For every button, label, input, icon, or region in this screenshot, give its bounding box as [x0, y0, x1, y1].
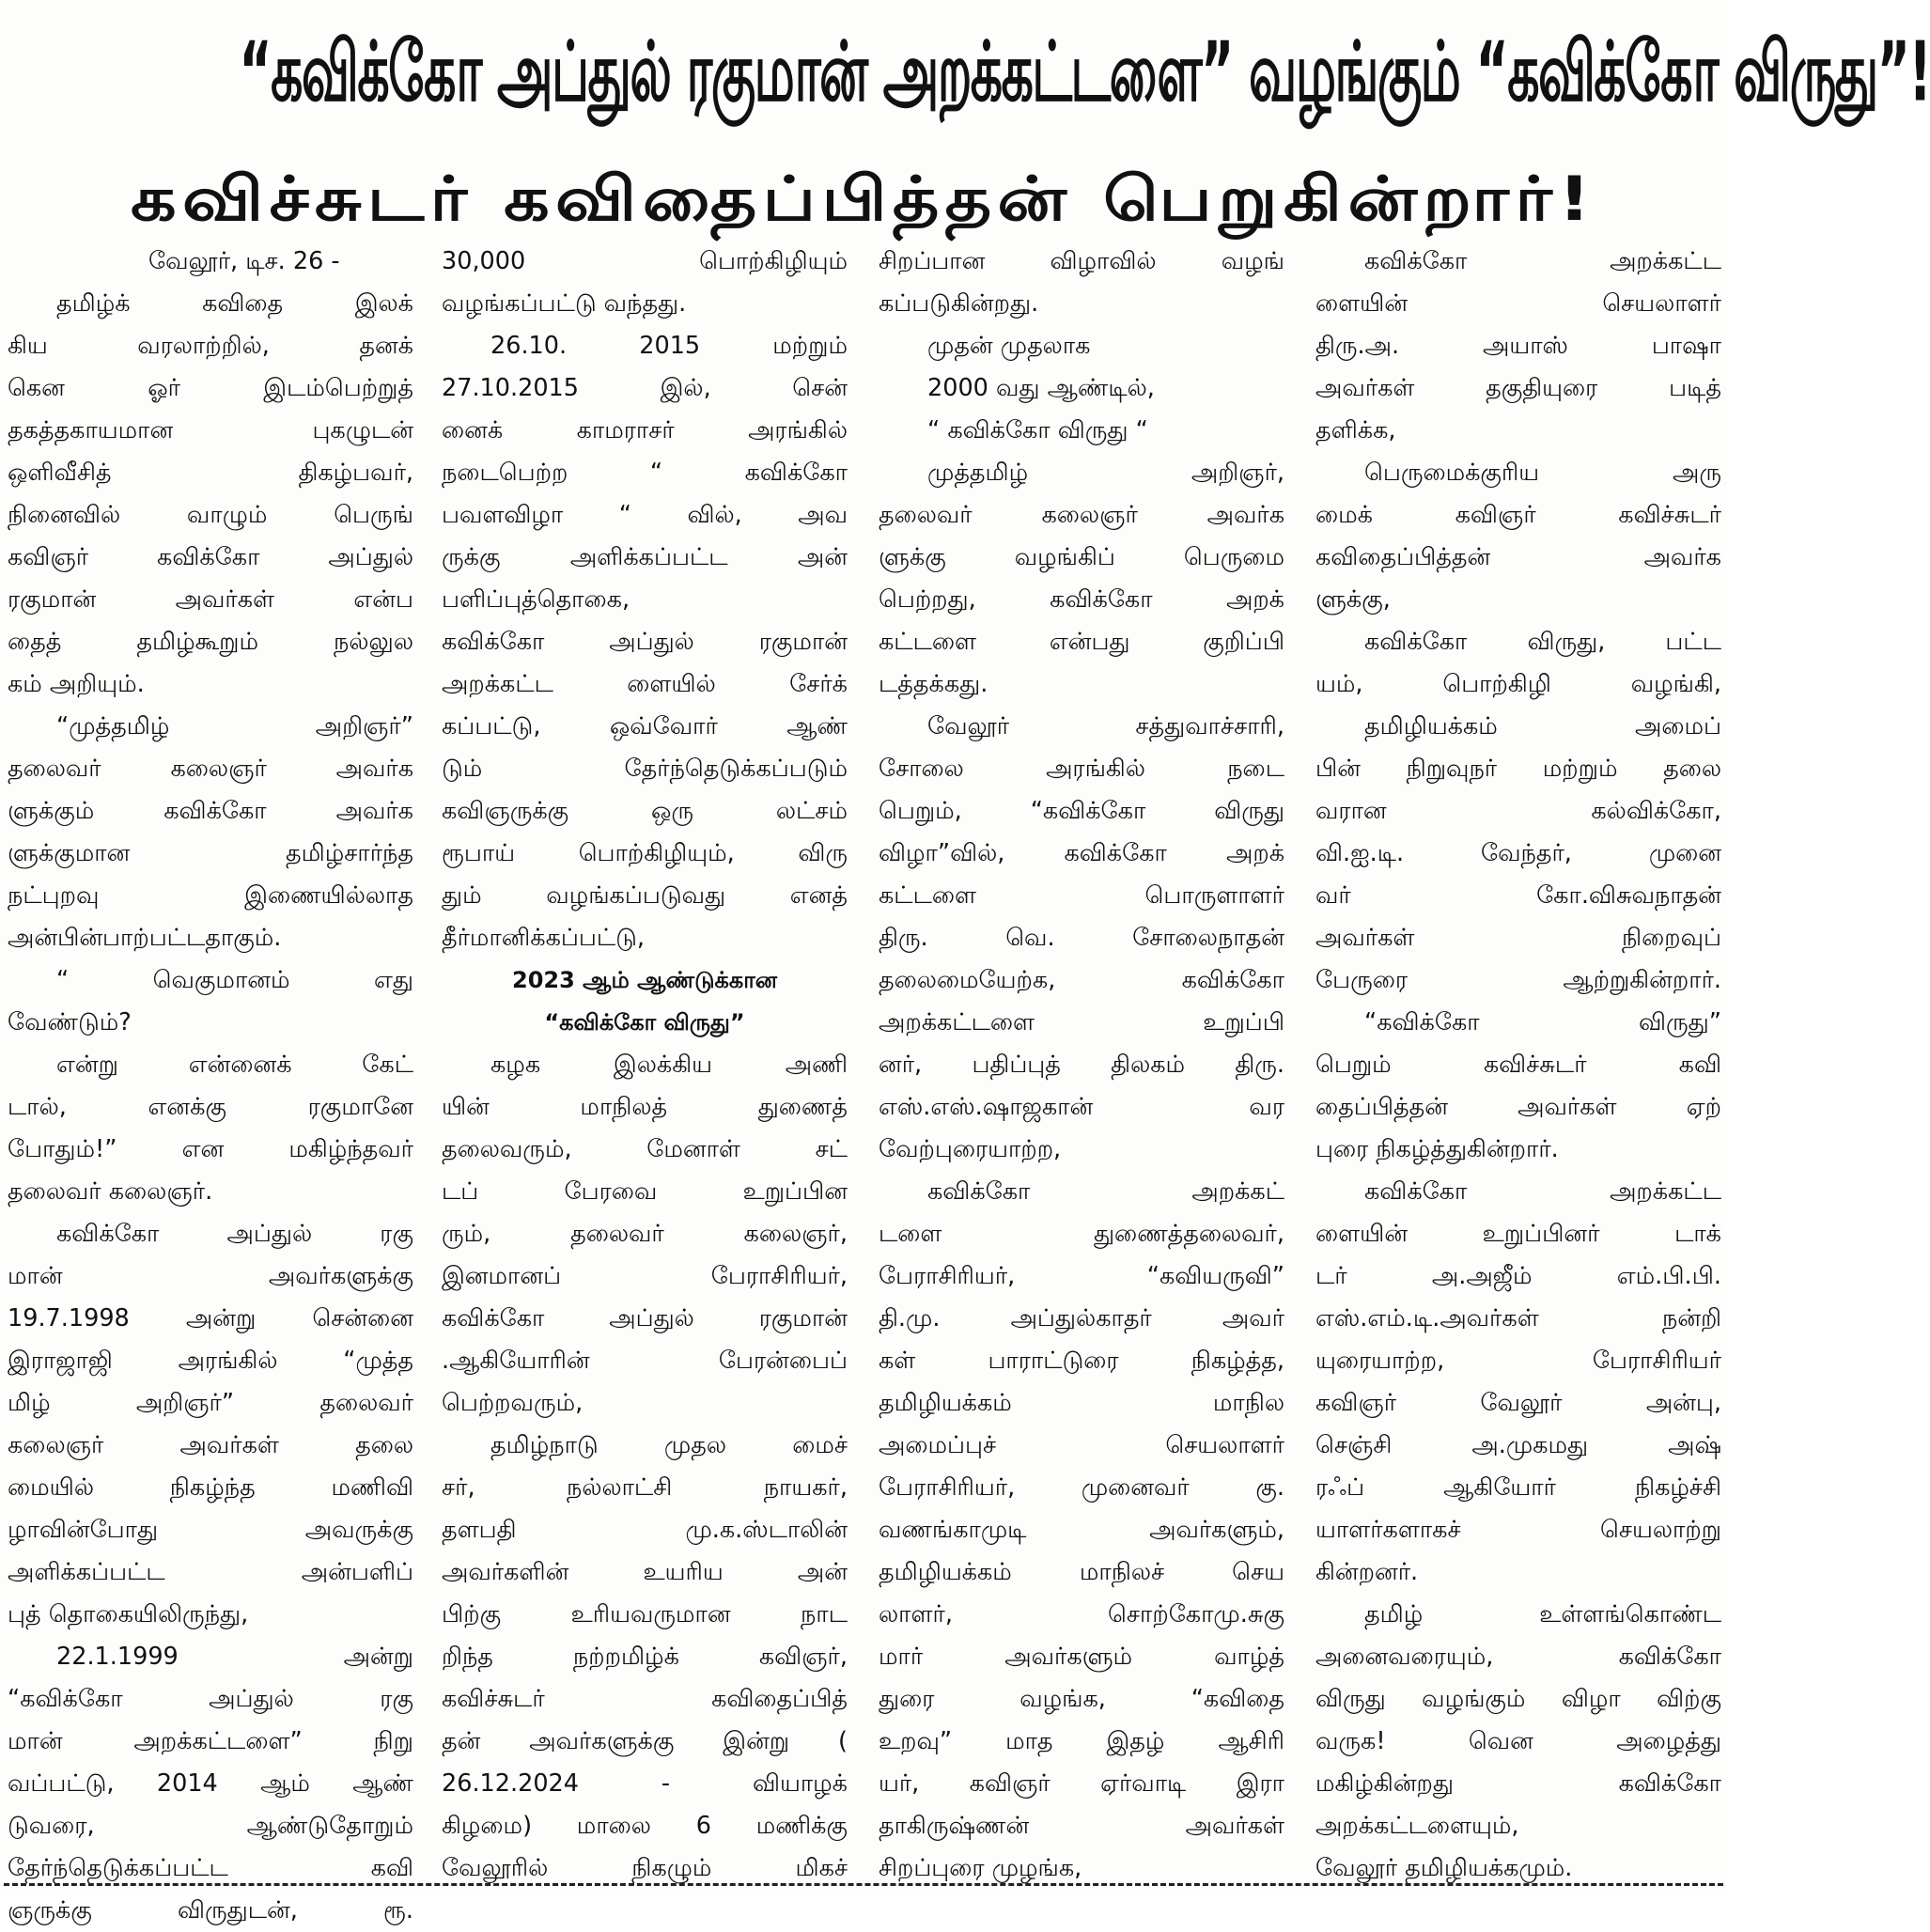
text-line: துரை வழங்க, “கவிதை: [879, 1685, 1284, 1713]
text-line: கவிஞருக்கு ஒரு லட்சம்: [442, 797, 848, 825]
text-line: தலைவரும், மேனாள் சட்: [442, 1135, 848, 1163]
article-column-3: [879, 241, 1284, 1894]
text-line: பளிப்புத்தொகை,: [442, 585, 630, 614]
text-line: தலைமையேற்க, கவிக்கோ: [879, 966, 1284, 994]
text-line: பவளவிழா “ வில், அவ: [442, 501, 848, 529]
text-line: புத் தொகையிலிருந்து,: [8, 1600, 249, 1628]
text-line: வேலூர், டிச. 26 -: [148, 247, 340, 275]
text-line: வேலூரில் நிகழும் மிகச்: [442, 1854, 848, 1882]
text-line: தலைவர் கலைஞர்.: [8, 1177, 213, 1206]
text-line: வணங்காமுடி அவர்களும்,: [879, 1516, 1284, 1544]
text-line: திரு.அ. அயாஸ் பாஷா: [1315, 332, 1721, 360]
text-line: கம் அறியும்.: [8, 670, 145, 698]
text-line: 30,000 பொற்கிழியும்: [442, 247, 848, 275]
text-line: கழக இலக்கிய அணி: [490, 1051, 848, 1079]
text-line: வருக! வென அழைத்து: [1315, 1727, 1721, 1755]
text-line: மான் அறக்கட்டளை” நிறு: [8, 1727, 413, 1755]
text-line: விழா”வில், கவிக்கோ அறக்: [879, 839, 1284, 867]
text-line: “முத்தமிழ் அறிஞர்”: [56, 712, 413, 740]
text-line: பெறும், “கவிக்கோ விருது: [879, 797, 1284, 825]
text-line: நடைபெற்ற “ கவிக்கோ: [442, 459, 848, 487]
text-line: அவர்கள் நிறைவுப்: [1315, 924, 1721, 952]
text-line: இனமானப் பேராசிரியர்,: [442, 1262, 848, 1290]
text-line: பெருமைக்குரிய அரு: [1364, 459, 1721, 487]
text-line: தமிழ்க் கவிதை இலக்: [56, 289, 413, 318]
text-line: அவர்களின் உயரிய அன்: [442, 1558, 848, 1586]
subheading-line: “கவிக்கோ விருது”: [544, 1009, 745, 1036]
text-line: மகிழ்கின்றது கவிக்கோ: [1315, 1769, 1721, 1798]
text-line: கட்டளை பொருளாளர்: [879, 881, 1284, 910]
article-column-4: [1315, 241, 1721, 1894]
text-line: தமிழ்நாடு முதல மைச்: [490, 1431, 848, 1459]
text-line: கென ஓர் இடம்பெற்றுத்: [8, 374, 413, 402]
text-line: ரஃப் ஆகியோர் நிகழ்ச்சி: [1315, 1473, 1721, 1502]
text-line: டத்தக்கது.: [879, 670, 988, 698]
text-line: பேருரை ஆற்றுகின்றார்.: [1315, 966, 1721, 994]
text-line: பின் நிறுவுநர் மற்றும் தலை: [1315, 755, 1721, 783]
text-line: பெற்றது, கவிக்கோ அறக்: [879, 585, 1284, 614]
text-line: அறக்கட்ட ளையில் சேர்க்: [442, 670, 848, 698]
text-line: வேற்புரையாற்ற,: [879, 1135, 1062, 1163]
text-line: தமிழியக்கம் மாநில: [879, 1389, 1284, 1417]
text-line: தேர்ந்தெடுக்கப்பட்ட கவி: [8, 1854, 413, 1882]
text-line: ருக்கு அளிக்கப்பட்ட அன்: [442, 543, 848, 571]
text-line: .ஆகியோரின் பேரன்பைப்: [442, 1347, 848, 1375]
text-line: முத்தமிழ் அறிஞர்,: [927, 459, 1284, 487]
text-line: வி.ஐ.டி. வேந்தர், முனை: [1315, 839, 1721, 867]
text-line: உறவு” மாத இதழ் ஆசிரி: [879, 1727, 1284, 1755]
text-line: கிழமை) மாலை 6 மணிக்கு: [442, 1812, 848, 1840]
text-line: வரான கல்விக்கோ,: [1315, 797, 1721, 825]
text-line: தும் வழங்கப்படுவது எனத்: [442, 881, 848, 910]
text-line: நட்புறவு இணையில்லாத: [8, 881, 413, 910]
text-line: கவிக்கோ அறக்கட்ட: [1364, 1177, 1721, 1206]
text-line: வப்பட்டு, 2014 ஆம் ஆண்: [8, 1769, 413, 1798]
text-line: கட்டளை என்பது குறிப்பி: [879, 628, 1284, 656]
text-line: திரு. வெ. சோலைநாதன்: [879, 924, 1284, 952]
text-line: ரும், தலைவர் கலைஞர்,: [442, 1220, 848, 1248]
text-line: கப்படுகின்றது.: [879, 289, 1039, 318]
article-body: [0, 241, 1727, 1924]
headline: “கவிக்கோ அப்துல் ரகுமான் அறக்கட்டளை” வழங்கும் “கவிக்கோ விருது”!: [239, 24, 1930, 120]
text-line: ளுக்கும் கவிக்கோ அவர்க: [8, 797, 413, 825]
text-line: கவிஞர் கவிக்கோ அப்துல்: [8, 543, 413, 571]
text-line: “கவிக்கோ விருது”: [1364, 1008, 1721, 1036]
text-line: தமிழ் உள்ளங்கொண்ட: [1364, 1600, 1721, 1628]
text-line: தைத் தமிழ்கூறும் நல்லுல: [8, 628, 413, 656]
text-line: தளிக்க,: [1315, 416, 1396, 444]
text-line: 27.10.2015 இல், சென்: [442, 374, 848, 402]
text-line: “ கவிக்கோ விருது “: [927, 416, 1148, 444]
text-line: கவிக்கோ அப்துல் ரகுமான்: [442, 628, 848, 656]
text-line: கவிக்கோ அப்துல் ரகு: [56, 1220, 413, 1248]
text-line: புரை நிகழ்த்துகின்றார்.: [1315, 1135, 1559, 1163]
text-line: சிறப்புரை முழங்க,: [879, 1854, 1082, 1882]
text-line: டுவரை, ஆண்டுதோறும்: [8, 1812, 413, 1840]
text-line: னர், பதிப்புத் திலகம் திரு.: [879, 1051, 1284, 1079]
text-line: 19.7.1998 அன்று சென்னை: [8, 1304, 413, 1332]
text-line: கலைஞர் அவர்கள் தலை: [8, 1431, 413, 1459]
text-line: கவிஞர் வேலூர் அன்பு,: [1315, 1389, 1721, 1417]
text-line: தலைவர் கலைஞர் அவர்க: [8, 755, 413, 783]
text-line: மான் அவர்களுக்கு: [8, 1262, 413, 1290]
text-line: 26.10. 2015 மற்றும்: [490, 332, 848, 360]
bottom-dashed-divider: [4, 1883, 1723, 1886]
text-line: விருது வழங்கும் விழா விற்கு: [1315, 1685, 1721, 1713]
text-line: சோலை அரங்கில் நடை: [879, 755, 1284, 783]
text-line: சர், நல்லாட்சி நாயகர்,: [442, 1473, 848, 1502]
text-line: தமிழியக்கம் அமைப்: [1364, 712, 1721, 740]
text-line: கவிச்சுடர் கவிதைப்பித்: [442, 1685, 848, 1713]
text-line: தி.மு. அப்துல்காதர் அவர்: [879, 1304, 1284, 1332]
text-line: வழங்கப்பட்டு வந்தது.: [442, 289, 687, 318]
text-line: பேராசிரியர், “கவியருவி”: [879, 1262, 1284, 1290]
text-line: பிற்கு உரியவருமான நாட: [442, 1600, 848, 1628]
text-line: பெறும் கவிச்சுடர் கவி: [1315, 1051, 1721, 1079]
text-line: யம், பொற்கிழி வழங்கி,: [1315, 670, 1721, 698]
text-line: மிழ் அறிஞர்” தலைவர்: [8, 1389, 413, 1417]
text-line: “ வெகுமானம் எது: [56, 966, 413, 994]
subheadline: கவிச்சுடர் கவிதைப்பித்தன் பெறுகின்றார்!: [131, 163, 1597, 235]
text-line: எஸ்.எம்.டி.அவர்கள் நன்றி: [1315, 1304, 1721, 1332]
text-line: கவிக்கோ அறக்கட்: [927, 1177, 1284, 1206]
text-line: அவர்கள் தகுதியுரை படித்: [1315, 374, 1721, 402]
text-line: யுரையாற்ற, பேராசிரியர்: [1315, 1347, 1721, 1375]
text-line: றிந்த நற்றமிழ்க் கவிஞர்,: [442, 1643, 848, 1671]
text-line: பேராசிரியர், முனைவர் கு.: [879, 1473, 1284, 1502]
text-line: தீர்மானிக்கப்பட்டு,: [442, 924, 646, 952]
text-line: கவிக்கோ அறக்கட்ட: [1364, 247, 1721, 275]
text-line: தைப்பித்தன் அவர்கள் ஏற்: [1315, 1093, 1721, 1121]
text-line: ரகுமான் அவர்கள் என்ப: [8, 585, 413, 614]
text-line: யர், கவிஞர் ஏர்வாடி இரா: [879, 1769, 1284, 1798]
text-line: கவிக்கோ அப்துல் ரகுமான்: [442, 1304, 848, 1332]
text-line: தகத்தகாயமான புகழுடன்: [8, 416, 413, 444]
text-line: ளுக்குமான தமிழ்சார்ந்த: [8, 839, 413, 867]
text-line: 26.12.2024 - வியாழக்: [442, 1769, 848, 1798]
text-line: டப் பேரவை உறுப்பின: [442, 1177, 848, 1206]
text-line: தாகிருஷ்ணன் அவர்கள்: [879, 1812, 1284, 1840]
text-line: இராஜாஜி அரங்கில் “முத்த: [8, 1347, 413, 1375]
text-line: ளுக்கு,: [1315, 585, 1391, 614]
article-column-1: [8, 241, 413, 1924]
text-line: வேண்டும்?: [8, 1008, 132, 1036]
text-line: தலைவர் கலைஞர் அவர்க: [879, 501, 1284, 529]
text-line: யின் மாநிலத் துணைத்: [442, 1093, 848, 1121]
text-line: மைக் கவிஞர் கவிச்சுடர்: [1315, 501, 1721, 529]
text-line: கவிதைப்பித்தன் அவர்க: [1315, 543, 1721, 571]
text-line: டால், எனக்கு ரகுமானே: [8, 1093, 413, 1121]
text-line: முதன் முதலாக: [927, 332, 1091, 360]
text-line: அறக்கட்டளை உறுப்பி: [879, 1008, 1284, 1036]
text-line: ளையின் செயலாளர்: [1315, 289, 1721, 318]
article-column-2: [442, 241, 848, 1894]
text-line: “கவிக்கோ அப்துல் ரகு: [8, 1685, 413, 1713]
text-line: மார் அவர்களும் வாழ்த்: [879, 1643, 1284, 1671]
text-line: 22.1.1999 அன்று: [56, 1643, 413, 1671]
text-line: தளபதி மு.க.ஸ்டாலின்: [442, 1516, 848, 1544]
text-line: ஒளிவீசித் திகழ்பவர்,: [8, 459, 413, 487]
text-line: தமிழியக்கம் மாநிலச் செய: [879, 1558, 1284, 1586]
text-line: வேலூர் சத்துவாச்சாரி,: [927, 712, 1284, 740]
text-line: பெற்றவரும்,: [442, 1389, 584, 1417]
text-line: கிய வரலாற்றில், தனக்: [8, 332, 413, 360]
text-line: 2000 வது ஆண்டில்,: [927, 374, 1155, 402]
subheading-line: 2023 ஆம் ஆண்டுக்கான: [512, 967, 777, 993]
text-line: கின்றனர்.: [1315, 1558, 1419, 1586]
text-line: வர் கோ.விசுவநாதன்: [1315, 881, 1721, 910]
text-line: கள் பாராட்டுரை நிகழ்த்த,: [879, 1347, 1284, 1375]
text-line: சிறப்பான விழாவில் வழங்: [879, 247, 1284, 275]
text-line: ஞருக்கு விருதுடன், ரூ.: [8, 1896, 413, 1924]
text-line: டும் தேர்ந்தெடுக்கப்படும்: [442, 755, 848, 783]
text-line: அனைவரையும், கவிக்கோ: [1315, 1643, 1721, 1671]
text-line: அறக்கட்டளையும்,: [1315, 1812, 1519, 1840]
text-line: கவிக்கோ விருது, பட்ட: [1364, 628, 1721, 656]
text-line: ரூபாய் பொற்கிழியும், விரு: [442, 839, 848, 867]
text-line: னைக் காமராசர் அரங்கில்: [442, 416, 848, 444]
text-line: யாளர்களாகச் செயலாற்று: [1315, 1516, 1721, 1544]
text-line: கப்பட்டு, ஒவ்வோர் ஆண்: [442, 712, 848, 740]
text-line: வேலூர் தமிழியக்கமும்.: [1315, 1854, 1573, 1882]
text-line: அளிக்கப்பட்ட அன்பளிப்: [8, 1558, 413, 1586]
text-line: போதும்!” என மகிழ்ந்தவர்: [8, 1135, 413, 1163]
text-line: ளுக்கு வழங்கிப் பெருமை: [879, 543, 1284, 571]
text-line: மையில் நிகழ்ந்த மணிவி: [8, 1473, 413, 1502]
text-line: நினைவில் வாழும் பெருங்: [8, 501, 413, 529]
text-line: என்று என்னைக் கேட்: [56, 1051, 413, 1079]
text-line: செஞ்சி அ.முகமது அஷ்: [1315, 1431, 1721, 1459]
text-line: டர் அ.அஜீம் எம்.பி.பி.: [1315, 1262, 1721, 1290]
text-line: தன் அவர்களுக்கு இன்று (: [442, 1727, 848, 1755]
text-line: அமைப்புச் செயலாளர்: [879, 1431, 1284, 1459]
text-line: ழாவின்போது அவருக்கு: [8, 1516, 413, 1544]
text-line: அன்பின்பாற்பட்டதாகும்.: [8, 924, 282, 952]
text-line: எஸ்.எஸ்.ஷாஜகான் வர: [879, 1093, 1284, 1121]
text-line: ளையின் உறுப்பினர் டாக்: [1315, 1220, 1721, 1248]
text-line: டளை துணைத்தலைவர்,: [879, 1220, 1284, 1248]
text-line: லாளர், சொற்கோமு.சுகு: [879, 1600, 1284, 1628]
